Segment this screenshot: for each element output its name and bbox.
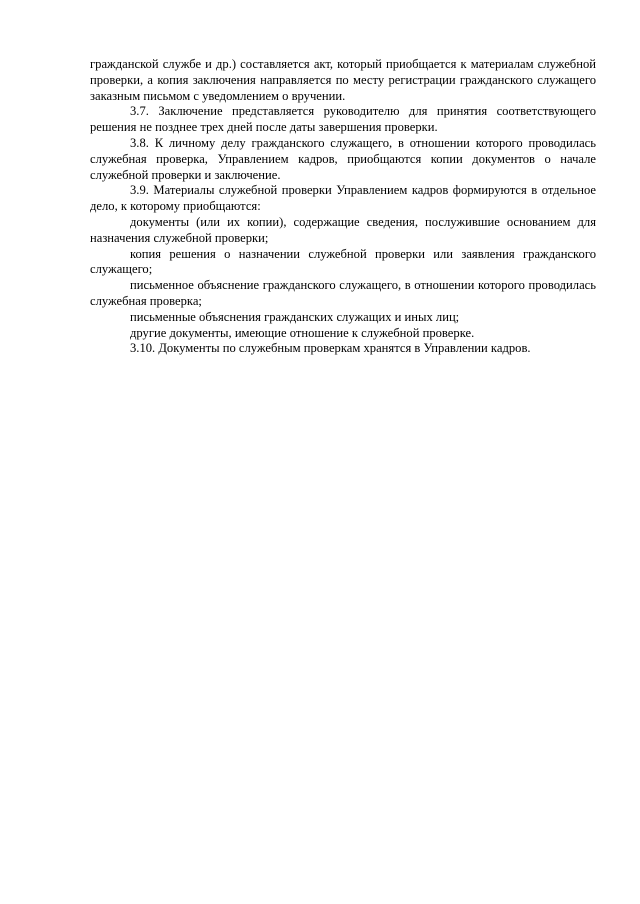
list-item-documents: документы (или их копии), содержащие сведения, послужившие основанием для назначения служебной проверки; — [90, 214, 596, 245]
document-page — [90, 57, 596, 357]
list-item-written-explanation: письменное объяснение гражданского служащего, в отношении которого проводилась служебная проверка; — [90, 278, 596, 308]
list-item-other-explanations: письменные объяснения гражданских служащих и иных лиц; — [130, 309, 460, 324]
paragraph-3-10: 3.10. Документы по служебным проверкам хранятся в Управлении кадров. — [130, 341, 531, 356]
list-item-other-documents: другие документы, имеющие отношение к служебной проверке. — [130, 325, 475, 340]
paragraph-3-7: 3.7. Заключение представляется руководителю для принятия соответствующего решения не позднее трех дней после даты завершения проверки. — [90, 104, 596, 135]
paragraph-3-9: 3.9. Материалы служебной проверки Управлением кадров формируются в отдельное дело, к которому приобщаются: — [90, 183, 596, 214]
paragraph-3-8: 3.8. К личному делу гражданского служащего, в отношении которого проводилась служебная проверка, Управлением кадров, приобщаются копии документов о начале служебной проверки и заключение. — [90, 135, 596, 182]
list-item-decision-copy: копия решения о назначении служебной проверки или заявления гражданского служащего; — [90, 246, 596, 277]
paragraph-continuation: гражданской службе и др.) составляется акт, который приобщается к материалам служебной проверки, а копия заключения направляется по месту регистрации гражданского служащего заказным письмом с уведомлением о вручении. — [90, 57, 596, 103]
